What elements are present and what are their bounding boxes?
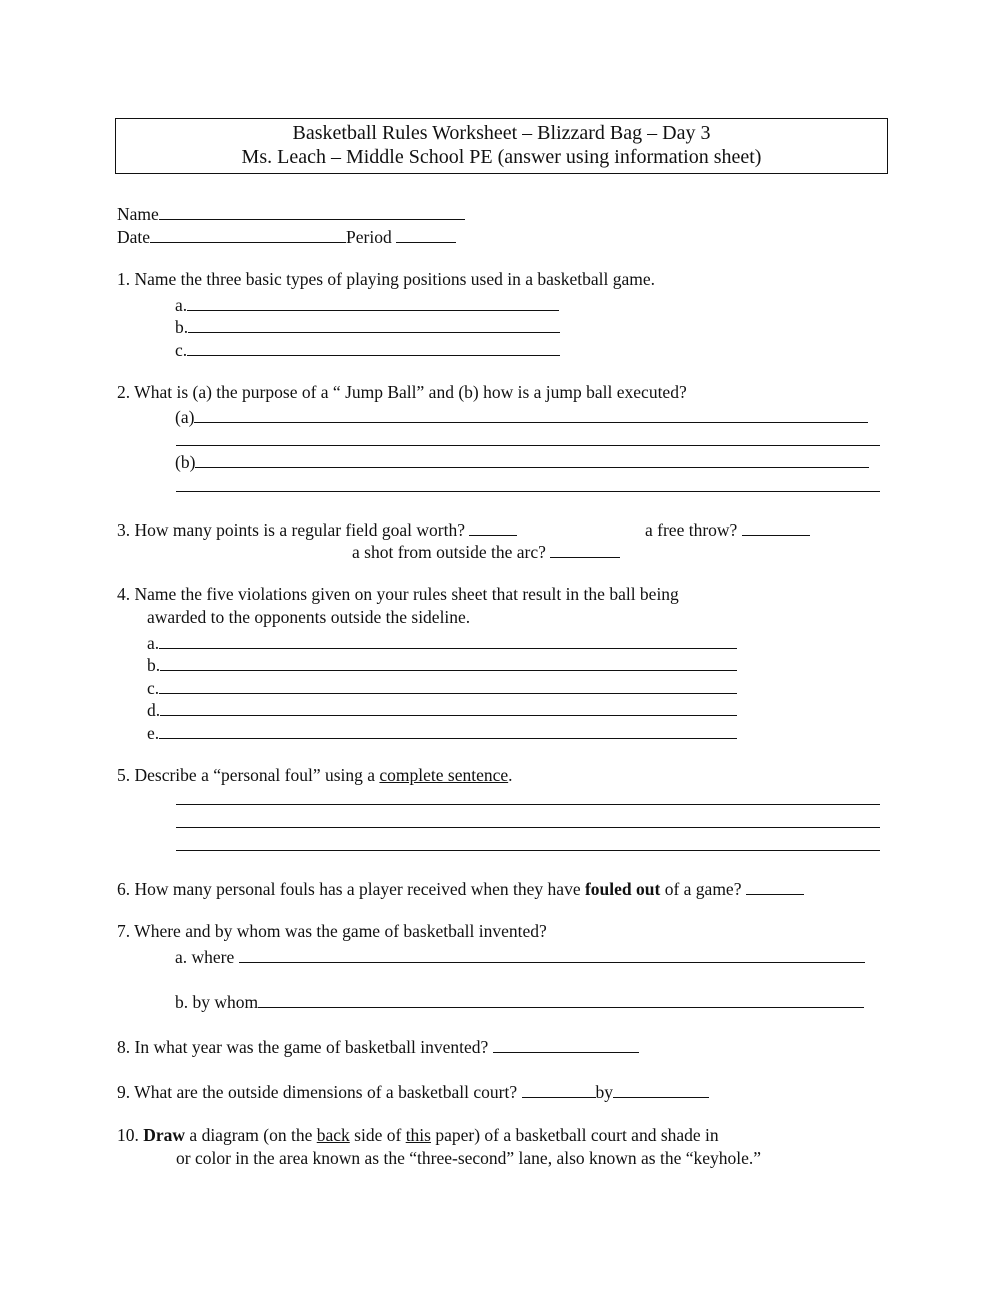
question-6 xyxy=(117,876,804,901)
question-9 xyxy=(117,1079,709,1104)
q10-underlined-back: back xyxy=(316,1125,350,1145)
q4-a-label: a. xyxy=(147,633,160,653)
question-7: 7. Where and by whom was the game of basketball invented? xyxy=(117,921,547,941)
q2-answer-b xyxy=(175,449,869,474)
q3-field-goal-field[interactable] xyxy=(469,517,517,536)
q1-a-label: a. xyxy=(175,295,188,315)
name-field[interactable] xyxy=(159,201,465,220)
q4-e-label: e. xyxy=(147,723,160,743)
q9-label: 9. What are the outside dimensions of a basketball court? xyxy=(117,1082,518,1102)
q9-length-field[interactable] xyxy=(522,1079,596,1098)
q3-free-throw-label: a free throw? xyxy=(645,520,738,540)
q7-where-field[interactable] xyxy=(239,944,865,963)
q10-text-1: a diagram (on the xyxy=(185,1125,317,1145)
q10-underlined-this: this xyxy=(405,1125,431,1145)
q2-b-label: (b) xyxy=(175,452,196,472)
q5-line-2[interactable] xyxy=(176,827,880,828)
worksheet-subtitle: Ms. Leach – Middle School PE (answer using information sheet) xyxy=(241,146,762,168)
q6-text: 6. How many personal fouls has a player received when they have xyxy=(117,879,585,899)
q2-a-label: (a) xyxy=(175,407,195,427)
question-8 xyxy=(117,1034,639,1059)
question-2: 2. What is (a) the purpose of a “ Jump Ball” and (b) how is a jump ball executed? xyxy=(117,382,687,402)
q2-answer-a xyxy=(175,404,868,429)
q2-a-line2[interactable] xyxy=(176,445,880,446)
question-10 xyxy=(117,1124,719,1147)
q4-answer-e xyxy=(147,720,737,745)
q1-c-label: c. xyxy=(175,340,188,360)
worksheet-title: Basketball Rules Worksheet – Blizzard Bag – Day 3 xyxy=(292,122,711,144)
q4-e-field[interactable] xyxy=(159,720,737,739)
q5-text: 5. Describe a “personal foul” using a xyxy=(117,765,380,785)
q4-answer-b xyxy=(147,652,737,677)
q1-b-field[interactable] xyxy=(188,314,560,333)
q10-text-2: side of xyxy=(349,1125,406,1145)
name-row xyxy=(117,201,465,226)
q2-b-line2[interactable] xyxy=(176,491,880,492)
q1-answer-c xyxy=(175,337,560,362)
date-label: Date xyxy=(117,227,151,247)
q8-label: 8. In what year was the game of basketball invented? xyxy=(117,1037,489,1057)
q6-bold: fouled out xyxy=(584,879,661,899)
q7-by-whom-field[interactable] xyxy=(258,989,864,1008)
q4-d-label: d. xyxy=(147,700,161,720)
q4-a-field[interactable] xyxy=(159,630,737,649)
q9-width-field[interactable] xyxy=(613,1079,709,1098)
q4-d-field[interactable] xyxy=(160,697,737,716)
q3-arc-label: a shot from outside the arc? xyxy=(352,542,546,562)
q7-answer-b xyxy=(175,989,864,1014)
q5-line-3[interactable] xyxy=(176,850,880,851)
q1-a-field[interactable] xyxy=(187,292,559,311)
q9-by-label: by xyxy=(595,1082,613,1102)
q6-field[interactable] xyxy=(746,876,804,895)
date-period-row xyxy=(117,224,456,249)
q3-label: 3. How many points is a regular field goal worth? xyxy=(117,520,465,540)
q3-free-throw-field[interactable] xyxy=(742,517,810,536)
question-1: 1. Name the three basic types of playing positions used in a basketball game. xyxy=(117,269,655,289)
period-field[interactable] xyxy=(396,224,456,243)
q7-b-label: b. by whom xyxy=(175,992,259,1012)
q3-free-throw xyxy=(645,517,810,542)
q4-answer-d xyxy=(147,697,737,722)
q2-a-field[interactable] xyxy=(194,404,868,423)
question-4: 4. Name the five violations given on your rules sheet that result in the ball being xyxy=(117,584,679,604)
q10-number: 10. xyxy=(117,1125,144,1145)
q4-b-label: b. xyxy=(147,655,161,675)
date-field[interactable] xyxy=(150,224,346,243)
question-4-line2: awarded to the opponents outside the sideline. xyxy=(147,607,471,627)
q10-bold-draw: Draw xyxy=(143,1125,186,1145)
q8-field[interactable] xyxy=(493,1034,639,1053)
question-10-line2: or color in the area known as the “three-second” lane, also known as the “keyhole.” xyxy=(176,1148,762,1168)
period-label: Period xyxy=(346,227,392,247)
q1-answer-b xyxy=(175,314,560,339)
q1-c-field[interactable] xyxy=(187,337,560,356)
q6-text-end: of a game? xyxy=(660,879,742,899)
q3-arc-field[interactable] xyxy=(550,539,620,558)
name-label: Name xyxy=(117,204,159,224)
q7-answer-a xyxy=(175,944,865,969)
question-5 xyxy=(117,764,513,787)
q10-text-3: paper) of a basketball court and shade in xyxy=(430,1125,719,1145)
q7-a-label: a. where xyxy=(175,947,235,967)
q4-b-field[interactable] xyxy=(160,652,737,671)
q5-underlined: complete sentence xyxy=(379,765,509,785)
q2-b-field[interactable] xyxy=(195,449,869,468)
q5-period: . xyxy=(508,765,513,785)
q4-c-label: c. xyxy=(147,678,160,698)
q4-c-field[interactable] xyxy=(159,675,737,694)
q5-line-1[interactable] xyxy=(176,804,880,805)
q1-b-label: b. xyxy=(175,317,189,337)
worksheet-header xyxy=(115,118,888,174)
q3-arc xyxy=(352,539,620,564)
